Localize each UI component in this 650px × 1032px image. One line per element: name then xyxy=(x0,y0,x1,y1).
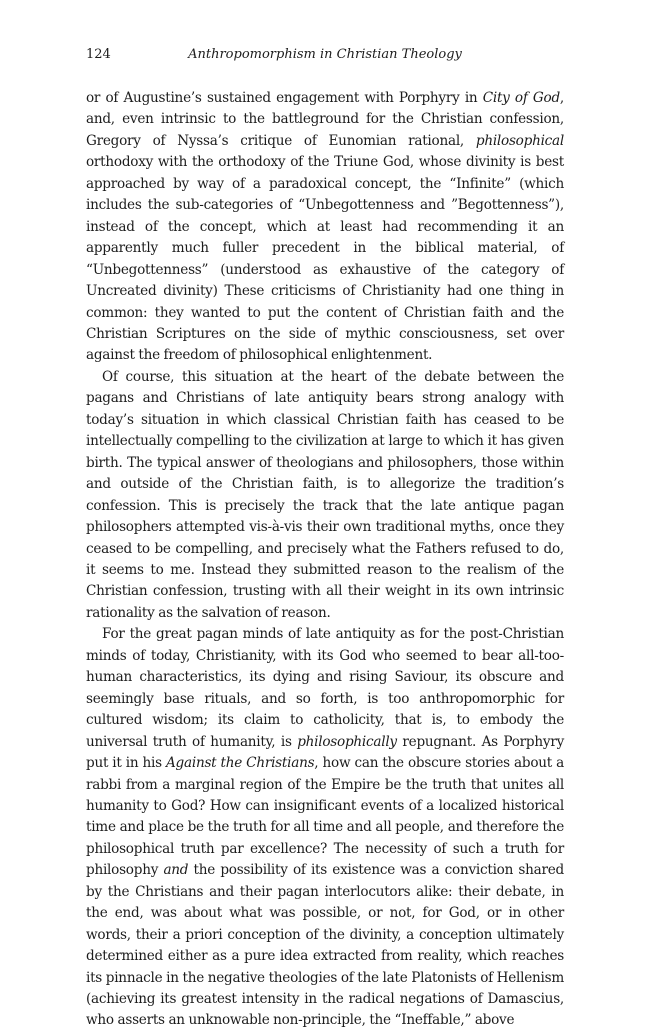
italic-text: City of God xyxy=(482,90,560,106)
text-run: repugnant. As Porphyry put it in his xyxy=(86,733,564,772)
text-run: , and, even intrinsic to the battleground for the Christian confession, Gregory of Nyssa’s critique of Eunomian rational, xyxy=(86,90,564,149)
italic-text: philosophically xyxy=(297,733,397,750)
page-number: 124 xyxy=(86,47,111,62)
text-run: or of Augustine’s sustained engagement with Porphyry in xyxy=(86,90,483,106)
text-run: the possibility of its existence was a conviction shared by the Christians and their pagan interlocutors alike: their debate, in the end, was about what was possible, or not, for God, or in other words, their a priori conception of the divinity, a conception ultimately determined either as a pure idea extracted from reality, which reaches its pinnacle in the negative theologies of the late Platonists of Hellenism (achieving its greatest intensity in the radical negations of Damascius, who asserts an unknowable non-principle, the “Ineffable,” above xyxy=(86,862,564,1029)
body-text xyxy=(86,88,564,1032)
paragraph xyxy=(86,88,564,367)
paragraph xyxy=(86,624,564,1032)
italic-text: philosophical xyxy=(475,132,564,149)
page-header xyxy=(86,46,564,64)
paragraph xyxy=(86,367,564,624)
running-title: Anthropomorphism in Christian Theology xyxy=(188,47,462,62)
text-run: orthodoxy with the orthodoxy of the Triune God, whose divinity is best approached by way of a paradoxical concept, the “Infinite” (which includes the sub-categories of “Unbegottenness and ”Begottenness”), instead of the concept, which at least had recommending it an apparently much fuller precedent in the biblical material, of “Unbegottenness” (understood as exhaustive of the category of Uncreated divinity) These criticisms of Christianity had one thing in common: they wanted to put the content of Christian faith and the Christian Scriptures on the side of mythic consciousness, set over against the freedom of philosophical enlightenment. xyxy=(86,154,564,364)
text-run: , how can the obscure stories about a rabbi from a marginal region of the Empire be the truth that unites all humanity to God? How can insignificant events of a localized historical time and place be the truth for all time and all people, and therefore the philosophical truth par excellence? The necessity of such a truth for philosophy xyxy=(86,755,564,879)
text-run: Of course, this situation at the heart of the debate between the pagans and Christians of late antiquity bears strong analogy with today’s situation in which classical Christian faith has ceased to be intellectually compelling to the civilization at large to which it has given birth. The typical answer of theologians and philosophers, those within and outside of the Christian faith, is to allegorize the tradition’s confession. This is precisely the track that the late antique pagan philosophers attempted vis-à-vis their own traditional myths, once they ceased to be compelling, and precisely what the Fathers refused to do, it seems to me. Instead they submitted reason to the realism of the Christian confession, trusting with all their weight in its own intrinsic rationality as the salvation of reason. xyxy=(86,368,564,621)
text-run: For the great pagan minds of late antiquity as for the post-Christian minds of today, Christianity, with its God who seemed to bear all-too-human characteristics, its dying and rising Saviour, its obscure and seemingly base rituals, and so forth, is too anthropomorphic for cultured wisdom; its claim to catholicity, that is, to embody the universal truth of humanity, is xyxy=(86,626,564,750)
italic-text: and xyxy=(163,862,189,879)
italic-text: Against the Christians xyxy=(165,755,315,772)
